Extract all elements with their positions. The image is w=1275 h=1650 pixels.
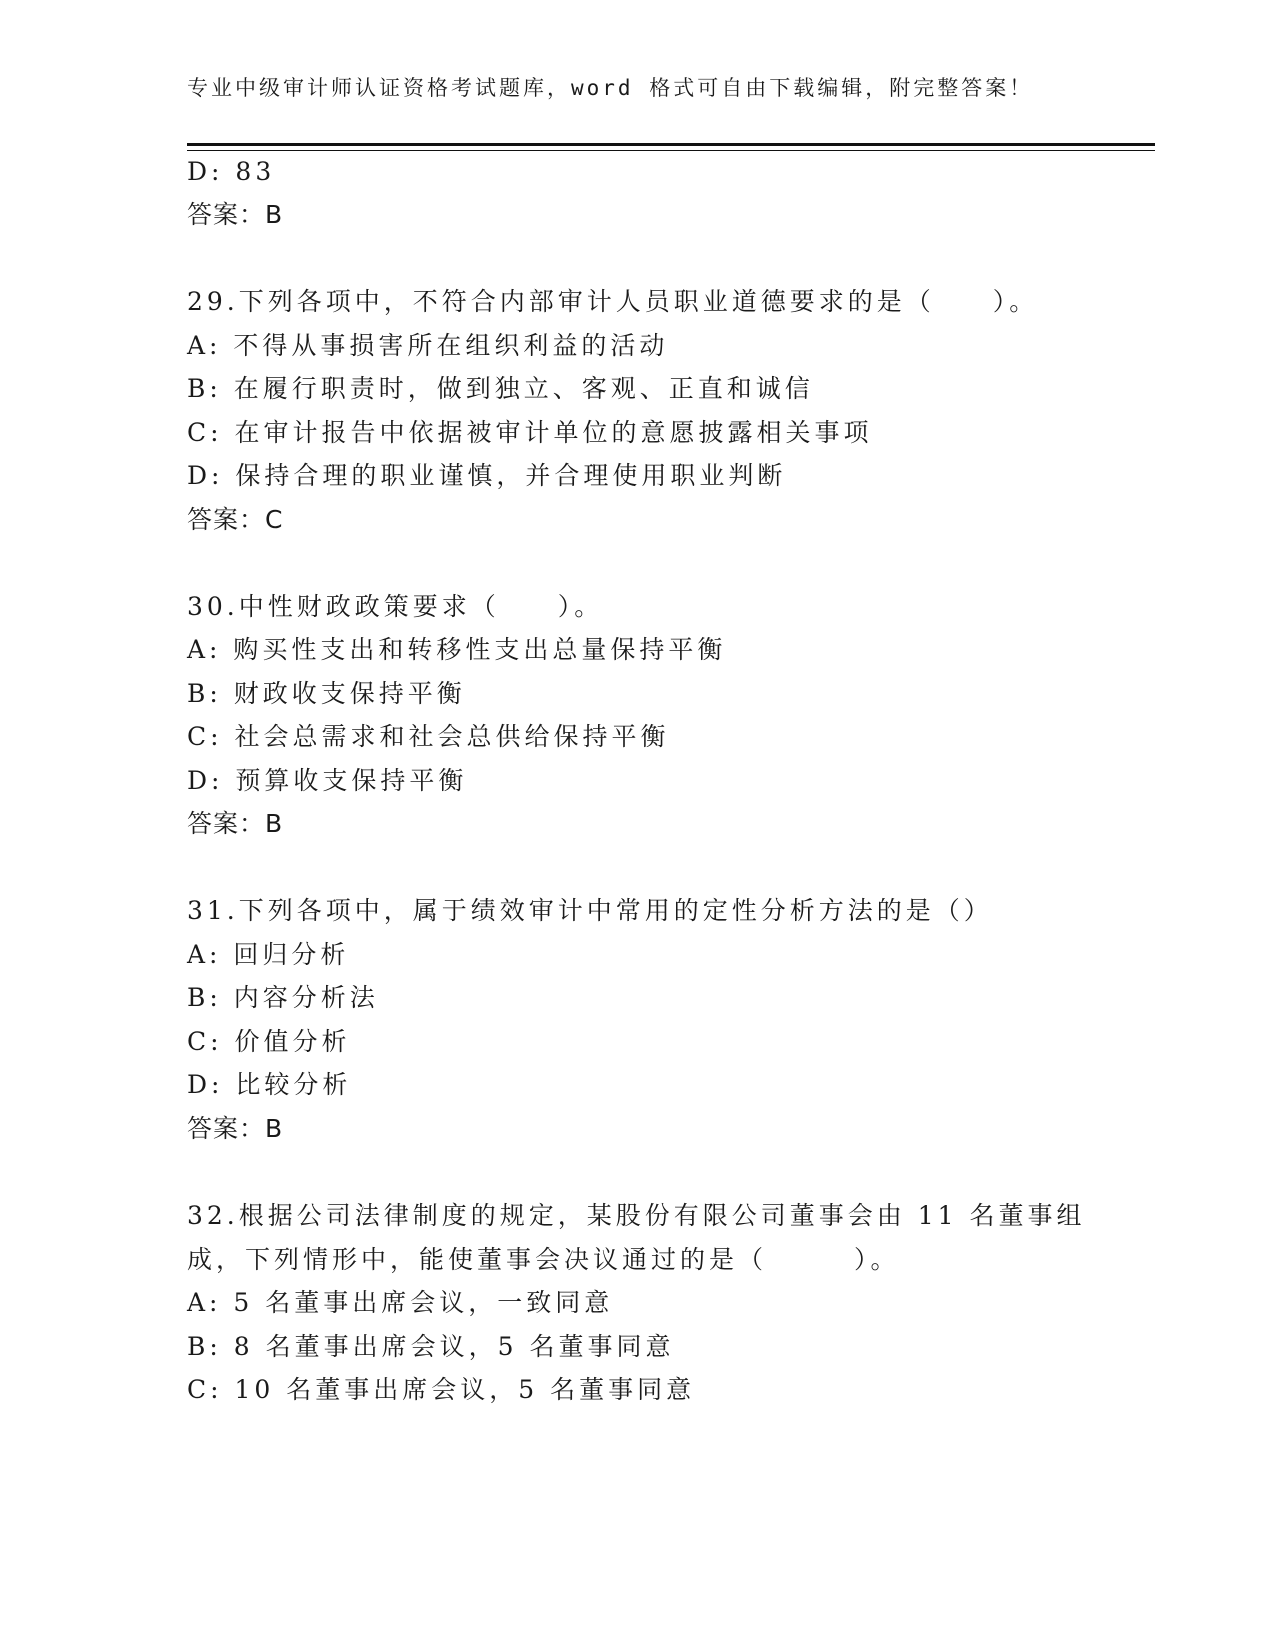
header-rule-thin [187, 150, 1155, 151]
question-32-stem-line2: 成，下列情形中，能使董事会决议通过的是（ ）。 [187, 1245, 900, 1274]
question-29-option-d: D: 保持合理的职业谨慎，并合理使用职业判断 [187, 461, 787, 490]
question-32-option-b: B: 8 名董事出席会议，5 名董事同意 [187, 1332, 675, 1361]
question-32-stem-line1: 32.根据公司法律制度的规定，某股份有限公司董事会由 11 名董事组 [187, 1201, 1086, 1230]
question-29-option-c: C: 在审计报告中依据被审计单位的意愿披露相关事项 [187, 418, 873, 447]
question-29-option-a: A: 不得从事损害所在组织利益的活动 [187, 331, 669, 360]
question-32-option-a: A: 5 名董事出席会议，一致同意 [187, 1288, 614, 1317]
question-30-answer: 答案：B [187, 809, 284, 838]
header-rule-thick [187, 143, 1155, 146]
page-header: 专业中级审计师认证资格考试题库，word 格式可自由下载编辑，附完整答案！ [187, 76, 1034, 100]
question-31-stem: 31.下列各项中，属于绩效审计中常用的定性分析方法的是（） [187, 896, 993, 925]
question-32-option-c: C: 10 名董事出席会议，5 名董事同意 [187, 1375, 696, 1404]
question-29-stem: 29.下列各项中，不符合内部审计人员职业道德要求的是（ ）。 [187, 287, 1039, 316]
question-31-option-b: B: 内容分析法 [187, 983, 379, 1012]
question-30-stem: 30.中性财政政策要求（ ）。 [187, 592, 604, 621]
question-30-option-b: B: 财政收支保持平衡 [187, 679, 466, 708]
question-30-option-d: D: 预算收支保持平衡 [187, 766, 468, 795]
question-31-option-d: D: 比较分析 [187, 1070, 352, 1099]
question-29-option-b: B: 在履行职责时，做到独立、客观、正直和诚信 [187, 374, 814, 403]
prev-option-d: D: 83 [187, 157, 276, 186]
question-31-answer: 答案：B [187, 1114, 284, 1143]
question-31-option-a: A: 回归分析 [187, 940, 350, 969]
question-30-option-c: C: 社会总需求和社会总供给保持平衡 [187, 722, 670, 751]
question-29-answer: 答案：C [187, 505, 284, 534]
question-30-option-a: A: 购买性支出和转移性支出总量保持平衡 [187, 635, 727, 664]
question-31-option-c: C: 价值分析 [187, 1027, 351, 1056]
prev-answer: 答案：B [187, 200, 284, 229]
